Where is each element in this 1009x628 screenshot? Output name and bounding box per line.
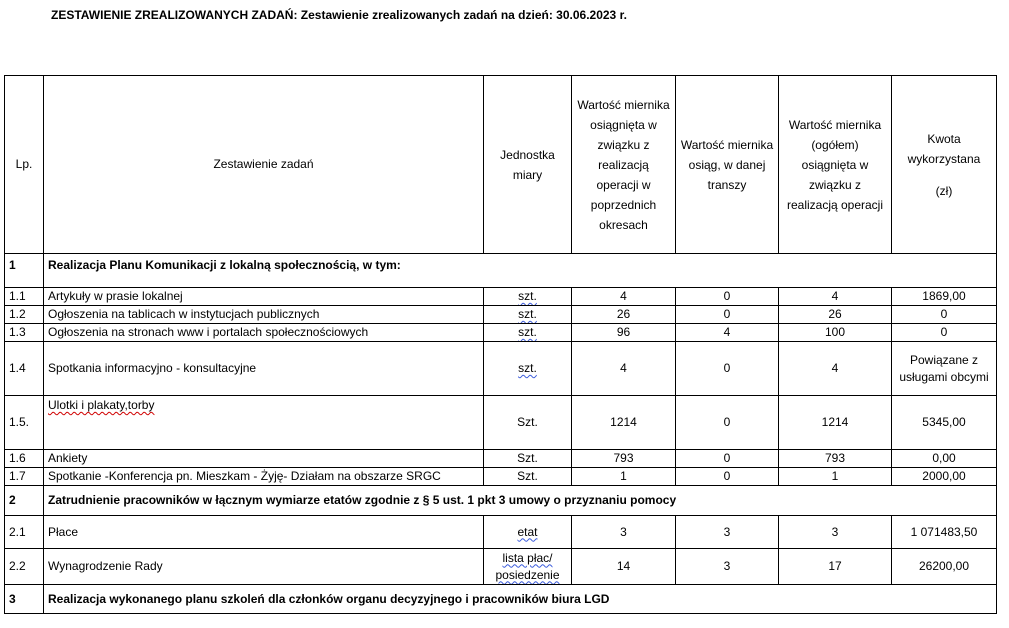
table-row	[5, 324, 997, 342]
row-lp: 1.2	[5, 306, 44, 324]
row-tranche: 3	[676, 549, 779, 585]
section-row-1	[5, 254, 997, 288]
row-total: 4	[779, 342, 892, 396]
table-row	[5, 549, 997, 585]
table-row	[5, 342, 997, 396]
row-name: Ulotki i plakaty,torby	[48, 398, 155, 412]
document-title: ZESTAWIENIE ZREALIZOWANYCH ZADAŃ: Zestawienie zrealizowanych zadań na dzień: 30.06.2023 r.	[51, 8, 627, 22]
table-row	[5, 516, 997, 549]
header-row	[5, 76, 997, 254]
header-amount-unit: (zł)	[935, 183, 953, 198]
table-row	[5, 288, 997, 306]
header-task: Zestawienie zadań	[44, 76, 484, 254]
row-total: 4	[779, 288, 892, 306]
row-amount: 1869,00	[892, 288, 997, 306]
section-row-2	[5, 486, 997, 516]
row-tranche: 0	[676, 450, 779, 468]
table-row	[5, 396, 997, 450]
row-unit: szt.	[518, 361, 537, 375]
row-tranche: 0	[676, 306, 779, 324]
row-tranche: 0	[676, 396, 779, 450]
row-lp: 1.7	[5, 468, 44, 486]
row-unit: Szt.	[484, 396, 572, 450]
tasks-table	[4, 75, 997, 614]
header-amount-label: Kwota wykorzystana	[907, 131, 981, 166]
row-tranche: 0	[676, 288, 779, 306]
header-unit: Jednostka miary	[484, 76, 572, 254]
row-amount: Powiązane z usługami obcymi	[892, 342, 997, 396]
row-unit: szt.	[518, 325, 537, 339]
row-lp: 2.1	[5, 516, 44, 549]
row-amount: 0,00	[892, 450, 997, 468]
row-prev: 14	[572, 549, 676, 585]
row-name: Spotkanie -Konferencja pn. Mieszkam - Żyję- Działam na obszarze SRGC	[44, 468, 484, 486]
row-unit: etat	[517, 524, 538, 539]
section-label: Zatrudnienie pracowników w łącznym wymiarze etatów zgodnie z § 5 ust. 1 pkt 3 umowy o przyznaniu pomocy	[44, 486, 997, 516]
row-total: 1	[779, 468, 892, 486]
section-lp: 1	[5, 254, 44, 288]
row-prev: 3	[572, 516, 676, 549]
row-total: 17	[779, 549, 892, 585]
row-name: Ankiety	[44, 450, 484, 468]
row-tranche: 0	[676, 342, 779, 396]
section-label: Realizacja Planu Komunikacji z lokalną społecznością, w tym:	[44, 254, 997, 288]
row-prev: 4	[572, 288, 676, 306]
row-prev: 1214	[572, 396, 676, 450]
row-total: 793	[779, 450, 892, 468]
row-amount: 2000,00	[892, 468, 997, 486]
row-lp: 1.6	[5, 450, 44, 468]
section-row-3	[5, 585, 997, 614]
row-lp: 1.1	[5, 288, 44, 306]
row-total: 100	[779, 324, 892, 342]
header-total: Wartość miernika (ogółem) osiągnięta w związku z realizacją operacji	[779, 76, 892, 254]
header-prev: Wartość miernika osiągnięta w związku z realizacją operacji w poprzednich okresach	[572, 76, 676, 254]
row-lp: 1.5.	[5, 396, 44, 450]
row-amount: 5345,00	[892, 396, 997, 450]
header-lp: Lp.	[5, 76, 44, 254]
row-unit: Szt.	[484, 468, 572, 486]
row-unit: Szt.	[484, 450, 572, 468]
row-name: Spotkania informacyjno - konsultacyjne	[44, 342, 484, 396]
row-name: Płace	[44, 516, 484, 549]
row-amount: 1 071483,50	[892, 516, 997, 549]
section-lp: 3	[5, 585, 44, 614]
table-row	[5, 306, 997, 324]
row-lp: 1.3	[5, 324, 44, 342]
row-unit: lista płac/ posiedzenie	[495, 550, 560, 582]
row-amount: 0	[892, 324, 997, 342]
row-name: Ogłoszenia na tablicach w instytucjach publicznych	[44, 306, 484, 324]
row-prev: 1	[572, 468, 676, 486]
row-prev: 26	[572, 306, 676, 324]
row-lp: 2.2	[5, 549, 44, 585]
header-tranche: Wartość miernika osiąg, w danej transzy	[676, 76, 779, 254]
table-row	[5, 450, 997, 468]
row-name: Ogłoszenia na stronach www i portalach społecznościowych	[44, 324, 484, 342]
row-total: 1214	[779, 396, 892, 450]
row-tranche: 0	[676, 468, 779, 486]
row-tranche: 3	[676, 516, 779, 549]
row-prev: 793	[572, 450, 676, 468]
row-lp: 1.4	[5, 342, 44, 396]
row-total: 3	[779, 516, 892, 549]
table-row	[5, 468, 997, 486]
row-amount: 0	[892, 306, 997, 324]
row-amount: 26200,00	[892, 549, 997, 585]
row-name: Artykuły w prasie lokalnej	[44, 288, 484, 306]
section-lp: 2	[5, 486, 44, 516]
row-unit: szt.	[518, 307, 537, 321]
row-tranche: 4	[676, 324, 779, 342]
row-prev: 4	[572, 342, 676, 396]
header-amount	[892, 76, 997, 254]
section-label: Realizacja wykonanego planu szkoleń dla członków organu decyzyjnego i pracowników biura LGD	[44, 585, 997, 614]
row-total: 26	[779, 306, 892, 324]
row-prev: 96	[572, 324, 676, 342]
row-name: Wynagrodzenie Rady	[44, 549, 484, 585]
row-unit: szt.	[518, 289, 537, 303]
